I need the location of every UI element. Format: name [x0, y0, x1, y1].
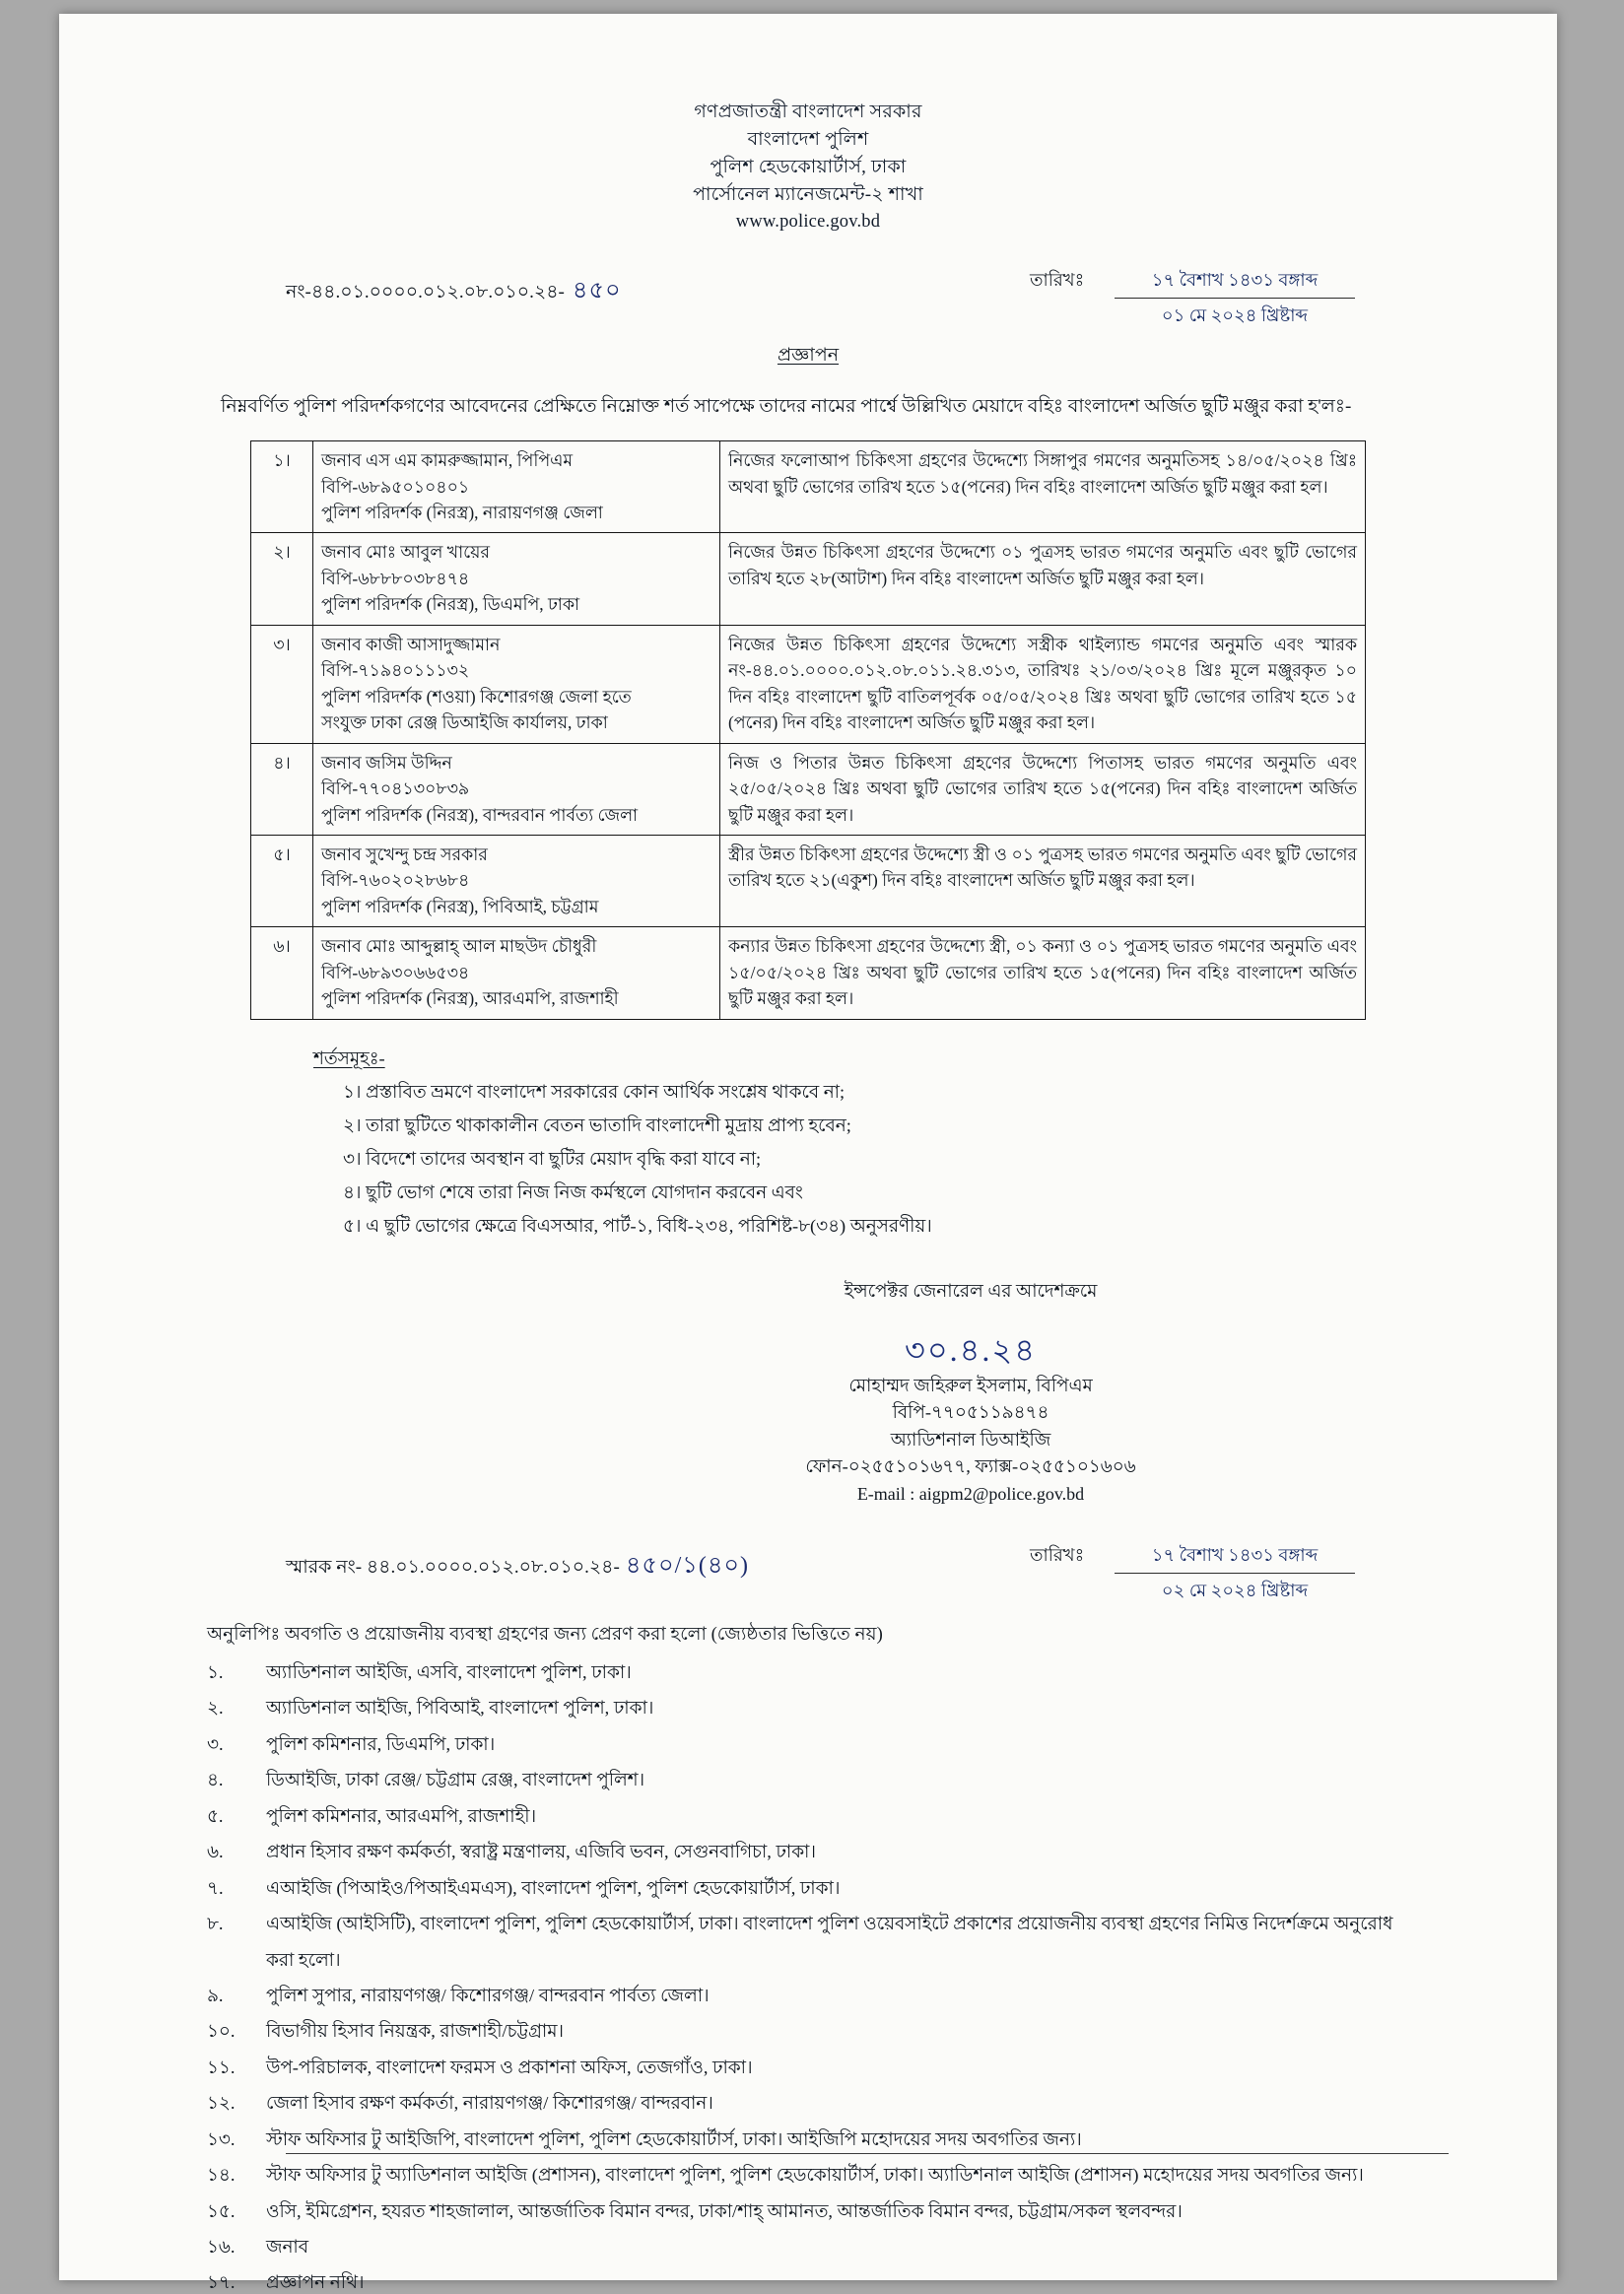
intro-paragraph: নিম্নবর্ণিত পুলিশ পরিদর্শকগণের আবেদনের প্রেক্ষিতে নিম্নোক্ত শর্ত সাপেক্ষে তাদের নামের পার্শ্বে উল্লিখিত মেয়াদে বহিঃ বাংলাদেশ অর্জিত ছুটি মঞ্জুর করা হ'লঃ- [221, 395, 1352, 417]
item-text: এআইজি (পিআইও/পিআইএমএস), বাংলাদেশ পুলিশ, পুলিশ হেডকোয়ার্টার্স, ঢাকা। [266, 1877, 841, 1898]
row-officer [313, 927, 720, 1019]
list-item [207, 1906, 1419, 1978]
condition-item: ৫। এ ছুটি ভোগের ক্ষেত্রে বিএসআর, পার্ট-১, বিধি-২৩৪, পরিশিষ্ট-৮(৩৪) অনুসরণীয়। [343, 1215, 932, 1236]
copy-heading: অনুলিপিঃ অবগতি ও প্রয়োজনীয় ব্যবস্থা গ্রহণের জন্য প্রেরণ করা হলো (জ্যেষ্ঠতার ভিত্তিতে নয়) [207, 1624, 883, 1645]
memo2-number-label: স্মারক নং- ৪৪.০১.০০০০.০১২.০৮.০১০.২৪- [286, 1557, 620, 1578]
officer-name: জনাব সুখেন্দু চন্দ্র সরকার [321, 843, 488, 864]
item-text: উপ-পরিচালক, বাংলাদেশ ফরমস ও প্রকাশনা অফিস, তেজগাঁও, ঢাকা। [266, 2057, 753, 2077]
item-number: ১৩. [207, 2128, 236, 2149]
officer-name: জনাব এস এম কামরুজ্জামান, পিপিএম [321, 450, 574, 471]
list-item [207, 1870, 1419, 1906]
item-text: স্টাফ অফিসার টু আইজিপি, বাংলাদেশ পুলিশ, পুলিশ হেডকোয়ার্টার্স, ঢাকা। আইজিপি মহোদয়ের সদয় অবগতির জন্য। [266, 2128, 1082, 2149]
row-officer [313, 743, 720, 835]
row-officer [313, 441, 720, 533]
item-text: জনাব [266, 2237, 308, 2257]
row-serial: ৬। [251, 927, 313, 1019]
condition-item: ৪। ছুটি ভোগ শেষে তারা নিজ নিজ কর্মস্থলে যোগদান করবেন এবং [343, 1181, 803, 1202]
condition-item: ১। প্রস্তাবিত ভ্রমণে বাংলাদেশ সরকারের কোন আর্থিক সংশ্লেষ থাকবে না; [343, 1081, 846, 1102]
order-line: ইন্সপেক্টর জেনারেল এর আদেশক্রমে [844, 1280, 1098, 1301]
list-item [207, 2122, 1419, 2157]
officer-name: জনাব কাজী আসাদুজ্জামান [321, 634, 501, 654]
date2-label: তারিখঃ [1030, 1545, 1085, 1565]
memo2-number-value: ৪৫০/১(৪০) [625, 1553, 749, 1579]
memo2-header [59, 1541, 1557, 1616]
leave-table [250, 440, 1366, 1020]
list-item [207, 2229, 1419, 2264]
date-english: ০১ মে ২০২৪ খ্রিষ্টাব্দ [1161, 304, 1309, 325]
item-text: পুলিশ কমিশনার, আরএমপি, রাজশাহী। [266, 1805, 537, 1826]
signature-block [59, 1278, 1557, 1508]
signatory-name: মোহাম্মদ জহিরুল ইসলাম, বিপিএম [848, 1375, 1093, 1395]
item-text: বিভাগীয় হিসাব নিয়ন্ত্রক, রাজশাহী/চট্টগ্রাম। [266, 2021, 564, 2042]
item-number: ৪. [207, 1770, 224, 1790]
letterhead [59, 14, 1557, 236]
item-number: ১. [207, 1662, 224, 1682]
memo2-number [286, 1547, 749, 1586]
date-label: তারিখঃ [1030, 269, 1085, 290]
officer-post: পুলিশ পরিদর্শক (নিরস্ত্র), আরএমপি, রাজশাহী [321, 988, 619, 1009]
item-text: জেলা হিসাব রক্ষণ কর্মকর্তা, নারায়ণগঞ্জ/ কিশোরগঞ্জ/ বান্দরবান। [266, 2093, 713, 2114]
signatory-phone: ফোন-০২৫৫১০১৬৭৭, ফ্যাক্স-০২৫৫১০১৬০৬ [805, 1456, 1136, 1477]
document-sheet [59, 14, 1557, 2293]
date2-english: ০২ মে ২০২৪ খ্রিষ্টাব্দ [1161, 1581, 1309, 1600]
officer-post: পুলিশ পরিদর্শক (নিরস্ত্র), বান্দরবান পার্বত্য জেলা [321, 804, 639, 825]
item-text: স্টাফ অফিসার টু অ্যাডিশনাল আইজি (প্রশাসন), বাংলাদেশ পুলিশ, পুলিশ হেডকোয়ার্টার্স, ঢাকা। অ্যাডিশনাল আইজি (প্রশাসন) মহোদয়ের সদয় অবগতির জন্য। [266, 2165, 1364, 2186]
memo-date-block [1030, 266, 1355, 332]
item-number: ৩. [207, 1733, 224, 1754]
date-bangla: ১৭ বৈশাখ ১৪৩১ বঙ্গাব্দ [1115, 266, 1355, 299]
condition-item: ৩। বিদেশে তাদের অবস্থান বা ছুটির মেয়াদ বৃদ্ধি করা যাবে না; [343, 1148, 762, 1169]
table-row [251, 625, 1366, 743]
list-item [207, 2050, 1419, 2085]
item-number: ১২. [207, 2093, 236, 2114]
row-serial: ৩। [251, 625, 313, 743]
row-officer [313, 625, 720, 743]
officer-bp: বিপি-৭৭০৪১৩০৮৩৯ [321, 778, 470, 799]
list-item [207, 1762, 1419, 1797]
row-description: নিজের উন্নত চিকিৎসা গ্রহণের উদ্দেশ্যে সস্ত্রীক থাইল্যান্ড গমণের অনুমতি এবং স্মারক নং-৪৪.০১.০০০০.০১২.০৮.০১১.২৪.৩১৩, তারিখঃ ২১/০৩/২০২৪ খ্রিঃ মূলে মঞ্জুরকৃত ১০ দিন বহিঃ বাংলাদেশ ছুটি বাতিলপূর্বক ০৫/০৫/২০২৪ খ্রিঃ অথবা ছুটি ভোগের তারিখ হতে ১৫ (পনের) দিন বহিঃ বাংলাদেশ অর্জিত ছুটি মঞ্জুর করা হল। [720, 625, 1366, 743]
date2-bangla: ১৭ বৈশাখ ১৪৩১ বঙ্গাব্দ [1115, 1541, 1355, 1574]
memo-number-value: ৪৫০ [572, 277, 622, 304]
officer-bp: বিপি-৭৬০২০২৮৬৮৪ [321, 870, 470, 891]
table-row [251, 927, 1366, 1019]
officer-attachment: সংযুক্ত ঢাকা রেঞ্জ ডিআইজি কার্যালয়, ঢাকা [321, 712, 608, 733]
table-row [251, 743, 1366, 835]
item-number: ১০. [207, 2021, 236, 2042]
officer-name: জনাব মোঃ আব্দুল্লাহ্ আল মাছউদ চৌধুরী [321, 936, 597, 957]
branch-name: পার্সোনেল ম্যানেজমেন্ট-২ শাখা [693, 184, 923, 206]
document-body [59, 14, 1557, 2293]
item-number: ৮. [207, 1914, 224, 1934]
item-number: ৫. [207, 1805, 224, 1826]
signatory-designation: অ্যাডিশনাল ডিআইজি [890, 1429, 1051, 1450]
row-description: স্ত্রীর উন্নত চিকিৎসা গ্রহণের উদ্দেশ্যে স্ত্রী ও ০১ পুত্রসহ ভারত গমণের অনুমতি এবং ছুটি ভোগের তারিখ হতে ২১(একুশ) দিন বহিঃ বাংলাদেশ অর্জিত ছুটি মঞ্জুর করা হল। [720, 835, 1366, 926]
organization-name: বাংলাদেশ পুলিশ [747, 129, 869, 151]
officer-post: পুলিশ পরিদর্শক (নিরস্ত্র), পিবিআই, চট্টগ্রাম [321, 896, 599, 916]
page-title: প্রজ্ঞাপন [777, 344, 840, 366]
conditions-title: শর্তসমূহঃ- [313, 1047, 385, 1068]
officer-bp: বিপি-৬৮৯৫০১০৪০১ [321, 476, 470, 497]
officer-post: পুলিশ পরিদর্শক (নিরস্ত্র), নারায়ণগঞ্জ জেলা [321, 502, 603, 522]
item-text: ডিআইজি, ঢাকা রেঞ্জ/ চট্টগ্রাম রেঞ্জ, বাংলাদেশ পুলিশ। [266, 1770, 645, 1790]
row-serial: ১। [251, 441, 313, 533]
item-number: ১৫. [207, 2200, 236, 2221]
item-text: অ্যাডিশনাল আইজি, এসবি, বাংলাদেশ পুলিশ, ঢাকা। [266, 1662, 632, 1682]
list-item [207, 1978, 1419, 2013]
signatory-email: E-mail : aigpm2@police.gov.bd [856, 1484, 1085, 1504]
list-item [207, 2085, 1419, 2121]
item-text: প্রজ্ঞাপন নথি। [266, 2272, 365, 2293]
item-number: ১৪. [207, 2165, 236, 2186]
row-description: নিজের ফলোআপ চিকিৎসা গ্রহণের উদ্দেশ্যে সিঙ্গাপুর গমণের অনুমতিসহ ১৪/০৫/২০২৪ খ্রিঃ অথবা ছুটি ভোগের তারিখ হতে ১৫(পনের) দিন বহিঃ বাংলাদেশ অর্জিত ছুটি মঞ্জুর করা হল। [720, 441, 1366, 533]
table-row [251, 835, 1366, 926]
conditions-section [313, 1042, 1557, 1243]
item-number: ৯. [207, 1985, 224, 2005]
officer-name: জনাব মোঃ আবুল খায়ের [321, 542, 490, 563]
memo-number [286, 272, 622, 311]
row-serial: ২। [251, 533, 313, 625]
condition-item: ২। তারা ছুটিতে থাকাকালীন বেতন ভাতাদি বাংলাদেশী মুদ্রায় প্রাপ্য হবেন; [343, 1114, 851, 1135]
item-number: ৬. [207, 1842, 224, 1862]
officer-post: পুলিশ পরিদর্শক (নিরস্ত্র), ডিএমপি, ঢাকা [321, 594, 580, 615]
row-description: কন্যার উন্নত চিকিৎসা গ্রহণের উদ্দেশ্যে স্ত্রী, ০১ কন্যা ও ০১ পুত্রসহ ভারত গমণের অনুমতি এবং ১৫/০৫/২০২৪ খ্রিঃ অথবা ছুটি ভোগের তারিখ হতে ১৫(পনের) দিন বহিঃ বাংলাদেশ অর্জিত ছুটি মঞ্জুর করা হল। [720, 927, 1366, 1019]
list-item [207, 2264, 1419, 2294]
item-number: ৭. [207, 1877, 224, 1898]
page-divider [286, 2153, 1449, 2154]
item-number: ১১. [207, 2057, 236, 2077]
item-text: এআইজি (আইসিটি), বাংলাদেশ পুলিশ, পুলিশ হেডকোয়ার্টার্স, ঢাকা। বাংলাদেশ পুলিশ ওয়েবসাইটে প্রকাশের প্রয়োজনীয় ব্যবস্থা গ্রহণের নিমিত্ত নিদের্শক্রমে অনুরোধ করা হলো। [266, 1914, 1393, 1970]
list-item [207, 1654, 1419, 1690]
row-officer [313, 835, 720, 926]
item-text: ওসি, ইমিগ্রেশন, হযরত শাহজালাল, আন্তর্জাতিক বিমান বন্দর, ঢাকা/শাহ্ আমানত, আন্তর্জাতিক বিমান বন্দর, চট্টগ্রাম/সকল স্থলবন্দর। [266, 2200, 1183, 2221]
memo-header [59, 266, 1557, 335]
list-item [207, 1690, 1419, 1725]
item-number: ২. [207, 1698, 224, 1719]
website-url: www.police.gov.bd [735, 212, 881, 233]
item-text: প্রধান হিসাব রক্ষণ কর্মকর্তা, স্বরাষ্ট্র মন্ত্রণালয়, এজিবি ভবন, সেগুনবাগিচা, ঢাকা। [266, 1842, 816, 1862]
officer-name: জনাব জসিম উদ্দিন [321, 752, 452, 773]
office-name: পুলিশ হেডকোয়ার্টার্স, ঢাকা [710, 157, 907, 178]
item-text: পুলিশ কমিশনার, ডিএমপি, ঢাকা। [266, 1733, 496, 1754]
conditions-list [343, 1075, 1557, 1243]
officer-bp: বিপি-৬৮৮৮০৩৮৪৭৪ [321, 568, 470, 588]
item-number: ১৭. [207, 2272, 236, 2293]
list-item [207, 1834, 1419, 1869]
signatory-bp: বিপি-৭৭০৫১১৯৪৭৪ [892, 1402, 1049, 1423]
copy-list [207, 1654, 1419, 2294]
officer-bp: বিপি-৭১৯৪০১১১৩২ [321, 660, 470, 681]
govt-name: গণপ্রজাতন্ত্রী বাংলাদেশ সরকার [694, 101, 922, 122]
list-item [207, 2193, 1419, 2229]
row-officer [313, 533, 720, 625]
officer-post: পুলিশ পরিদর্শক (শওয়া) কিশোরগঞ্জ জেলা হতে [321, 686, 632, 707]
row-description: নিজের উন্নত চিকিৎসা গ্রহণের উদ্দেশ্যে ০১ পুত্রসহ ভারত গমণের অনুমতি এবং ছুটি ভোগের তারিখ হতে ২৮(আটাশ) দিন বহিঃ বাংলাদেশ অর্জিত ছুটি মঞ্জুর করা হল। [720, 533, 1366, 625]
item-text: পুলিশ সুপার, নারায়ণগঞ্জ/ কিশোরগঞ্জ/ বান্দরবান পার্বত্য জেলা। [266, 1985, 710, 2005]
list-item [207, 2013, 1419, 2049]
row-serial: ৪। [251, 743, 313, 835]
table-row [251, 533, 1366, 625]
list-item [207, 2157, 1419, 2193]
table-row [251, 441, 1366, 533]
item-number: ১৬. [207, 2237, 236, 2257]
item-text: অ্যাডিশনাল আইজি, পিবিআই, বাংলাদেশ পুলিশ, ঢাকা। [266, 1698, 654, 1719]
memo-number-label: নং-৪৪.০১.০০০০.০১২.০৮.০১০.২৪- [286, 281, 565, 303]
signature-mark: ৩০.৪.২৪ [905, 1331, 1037, 1368]
list-item [207, 1726, 1419, 1762]
list-item [207, 1798, 1419, 1834]
row-serial: ৫। [251, 835, 313, 926]
row-description: নিজ ও পিতার উন্নত চিকিৎসা গ্রহণের উদ্দেশ্যে পিতাসহ ভারত গমণের অনুমতি এবং ২৫/০৫/২০২৪ খ্রিঃ অথবা ছুটি ভোগের তারিখ হতে ১৫(পনের) দিন বহিঃ বাংলাদেশ অর্জিত ছুটি মঞ্জুর করা হল। [720, 743, 1366, 835]
memo2-date-block [1030, 1541, 1355, 1607]
officer-bp: বিপি-৬৮৯৩০৬৬৫৩৪ [321, 962, 470, 982]
